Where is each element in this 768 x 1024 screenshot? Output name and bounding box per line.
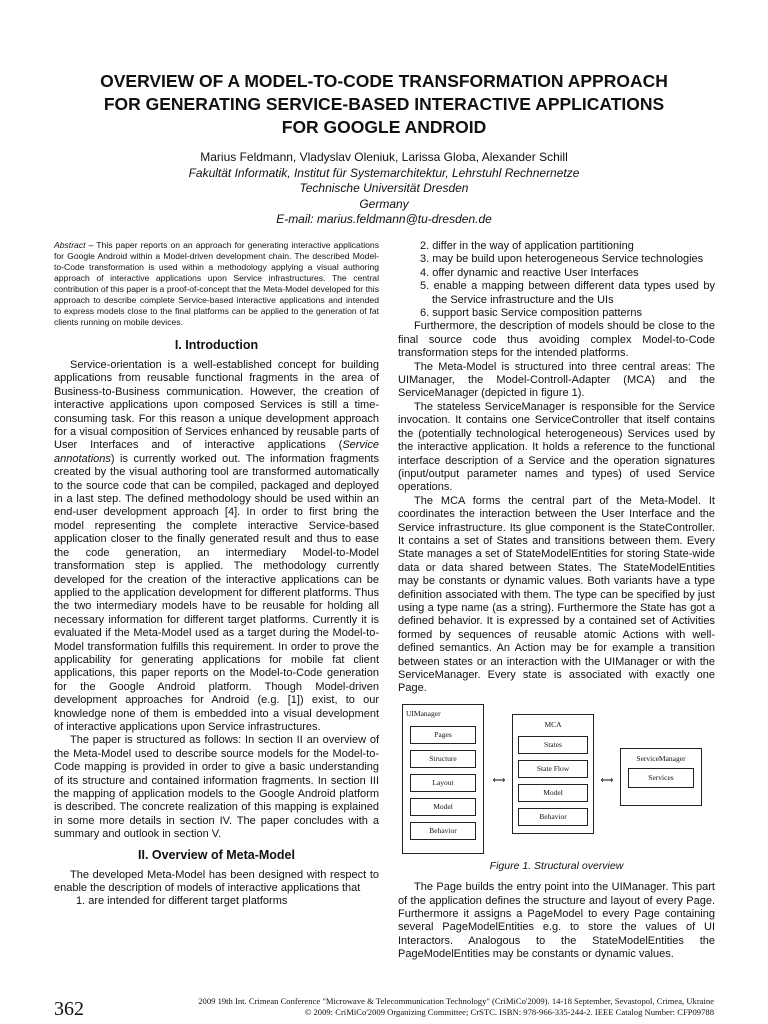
intro-paragraph (54, 359, 379, 734)
mca-item: State Flow (518, 760, 588, 778)
body-paragraph: The MCA forms the central part of the Meta-Model. It coordinates the interaction between the User Interface and the Service infrastructure. Its glue component is the StateController. It contains a set of States and transitions between them. Every State manages a set of StateModelEntities for storing State-wide data or data shared between States. The StateModelEntities may be constants or dynamic values. Both variants have a type definition associated with them. The type can be specified by just using a type name (as a string). Furthermore the State has got a defined behavior. It is expressed by a contained set of Activities formed by sequences of reusable atomic Actions with well-defined semantics. An Action may be for example a transition between states or an interaction with the UIManager or with the ServiceManager. Every state is associated with exactly one Page. (398, 494, 715, 695)
author-block (40, 150, 728, 228)
abstract (54, 240, 379, 328)
footer-copyright-line: © 2009: CriMiCo'2009 Organizing Committee; CrSTC. ISBN: 978-966-335-244-2. IEEE Catalog Number: CFP09788 (304, 1007, 714, 1017)
list-item: 5. enable a mapping between different data types used by the Service infrastructure and the UIs (420, 280, 715, 306)
intro-paragraph: The paper is structured as follows: In section II an overview of the Meta-Model used to describe source models for the Model-to-Code mapping is provided in order to give a basic understanding of its structure and contained information fragments. In section III the mapping of application models to the Google Android platform is described. The concrete realization of this mapping is explained in some more details in section IV. The paper concludes with a summary and outlook in section V. (54, 734, 379, 841)
author-names: Marius Feldmann, Vladyslav Oleniuk, Larissa Globa, Alexander Schill (200, 150, 568, 164)
ui-item: Behavior (410, 822, 476, 840)
italic-term: Service annotations (54, 439, 379, 465)
email: E-mail: marius.feldmann@tu-dresden.de (276, 212, 492, 226)
list-item: 6. support basic Service composition patterns (420, 307, 642, 320)
mca-label: MCA (544, 719, 562, 729)
section-heading-meta-model: II. Overview of Meta-Model (138, 847, 295, 862)
servicemanager-label: ServiceManager (636, 753, 686, 763)
services-box: Services (628, 768, 694, 788)
left-column (54, 240, 379, 909)
list-item: 3. may be build upon heterogeneous Service technologies (420, 253, 704, 266)
body-paragraph: Furthermore, the description of models should be close to the final source code thus avoiding complex Model-to-Code transformation steps for the intended platforms. (398, 320, 715, 360)
title-line: FOR GOOGLE ANDROID (281, 117, 487, 137)
text-run: ) is currently worked out. The information fragments created by the visual authoring tool are transformed automatically to the source code that can be compiled, packaged and deployed in a last step. The defined methodology should be used within an end-user development approach [4]. In order to first bring the model representing the complete interactive Service-based application closer to the finally generated result and thus to ease the code generation, an intermediary Model-to-Model transformation step is applied. The methodology currently developed for the creation of the interactive applications can be applied to the application development for different platforms. Thus the two intermediary models have to be reusable for holding all necessary information for different target platforms. Currently it is evaluated if the Meta-Model used as a target during the Model-to-Model transformation fulfills this requirement. In order to prove the applicability for generating applications for mobile fat client applications, this paper reports on the Model-to-Code generation for the Google Android platform. Though Model-driven development approaches for Android (e.g. [1]) exist, to our knowledge none of them is embedded into a visual development of interactive applications upon Service infrastructures. (54, 452, 379, 733)
structural-overview-figure (402, 704, 702, 854)
abstract-text: This paper reports on an approach for generating interactive applications for Google Android within a Model-driven development chain. The described Model-to-Code transformation is used within a methodology applying a visual authoring approach of interactive applications upon Service infrastructures. The central contribution of this paper is a proof-of-concept that the Meta-Model developed for this approach to describe complete Service-based interactive applications and intended to express models close to the final platforms can be applied to the generation of fat clients running on mobile devices. (54, 240, 379, 327)
text-run: Service-orientation is a well-established concept for building applications from reusable functional fragments in the area of Business-to-Business communication. However, the creation of interactive applications upon composed Services is still a time-consuming task. For this reason a unique development approach for a visual composition of Services enhanced by reusable parts of User Interfaces and of interactive applications ( (54, 359, 379, 452)
body-paragraph: The Meta-Model is structured into three central areas: The UIManager, the Model-Controll-Adapter (MCA) and the ServiceManager (depicted in figure 1). (398, 360, 715, 400)
ui-item: Pages (410, 726, 476, 744)
figure-caption: Figure 1. Structural overview (489, 859, 624, 872)
page-footer (54, 996, 714, 1022)
list-item: 2. differ in the way of application partitioning (420, 240, 634, 252)
paper-title (40, 70, 728, 139)
double-arrow-icon: ⟷ (492, 774, 506, 785)
page-number: 362 (54, 998, 84, 1020)
list-item: 4. offer dynamic and reactive User Interfaces (420, 266, 639, 279)
ui-item: Model (410, 798, 476, 816)
footer-conference-line: 2009 19th Int. Crimean Conference "Microwave & Telecommunication Technology" (CriMiCo'2009). 14-18 September, Sevastopol, Crimea, Ukraine (198, 996, 714, 1006)
mca-item: Behavior (518, 808, 588, 826)
body-paragraph: The stateless ServiceManager is responsible for the Service invocation. It contains one ServiceController that itself contains the (potentially technological heterogeneous) Services used by the interactive application. It holds a reference to the functional interface description of a Service and the operation signatures (input/output parameter names and types) of used Service operations. (398, 400, 715, 494)
ui-item: Structure (410, 750, 476, 768)
mca-item: States (518, 736, 588, 754)
right-column (398, 240, 715, 962)
double-arrow-icon: ⟷ (600, 774, 614, 785)
mca-item: Model (518, 784, 588, 802)
university: Technische Universität Dresden (299, 181, 469, 195)
country: Germany (359, 196, 409, 211)
section-heading-introduction: I. Introduction (174, 338, 259, 352)
list-item: 1. are intended for different target platforms (76, 895, 288, 908)
title-line: FOR GENERATING SERVICE-BASED INTERACTIVE APPLICATIONS (103, 94, 665, 114)
body-paragraph: The Page builds the entry point into the UIManager. This part of the application defines the structure and layout of every Page. Furthermore it assigns a PageModel to every Page containing several PageModelEntities e.g. to store the values of UI Interactors. Analogous to the StateModelEntities the PageModelEntities may be constants or dynamic values. (398, 881, 715, 961)
abstract-label: Abstract – (54, 240, 94, 250)
title-line: OVERVIEW OF A MODEL-TO-CODE TRANSFORMATION APPROACH (100, 71, 668, 91)
ui-item: Layout (410, 774, 476, 792)
affiliation: Fakultät Informatik, Institut für Systemarchitektur, Lehrstuhl Rechnernetze (188, 165, 580, 180)
uimanager-label: UIManager (406, 708, 441, 718)
meta-paragraph: The developed Meta-Model has been designed with respect to enable the description of models of interactive applications that (54, 868, 379, 895)
